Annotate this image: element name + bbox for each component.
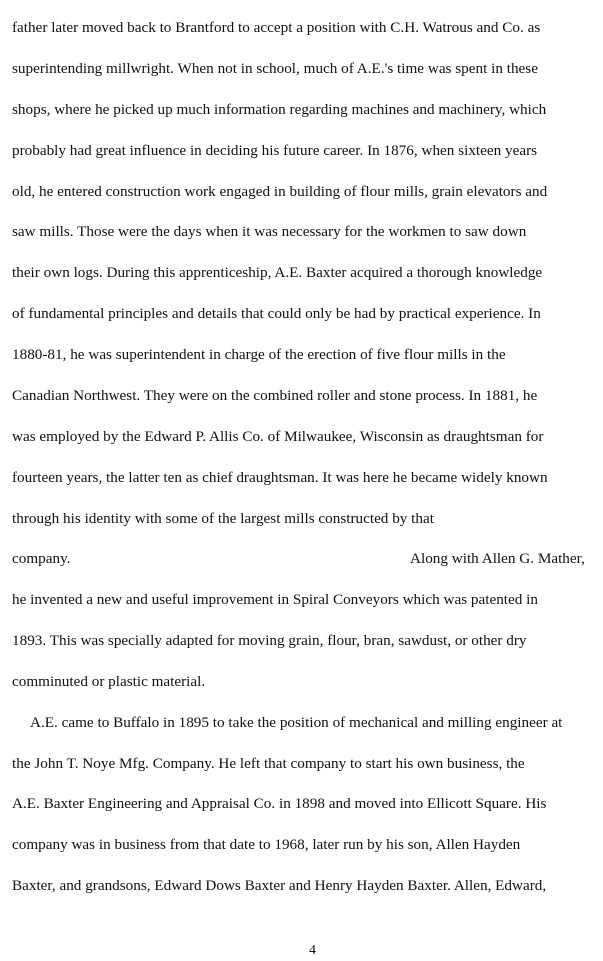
text-line-16: 1893. This was specially adapted for moving grain, flour, bran, sawdust, or other dry bbox=[12, 632, 527, 649]
text-line-9: 1880-81, he was superintendent in charge of the erection of five flour mills in the bbox=[12, 346, 506, 363]
text-line-7: their own logs. During this apprenticeship, A.E. Baxter acquired a thorough knowledge bbox=[12, 264, 543, 281]
page-number: 4 bbox=[309, 943, 316, 958]
text-line-6: saw mills. Those were the days when it was necessary for the workmen to saw down bbox=[12, 223, 527, 240]
text-line-22: Baxter, and grandsons, Edward Dows Baxter and Henry Hayden Baxter. Allen, Edward, bbox=[12, 877, 547, 894]
text-line-14: company. bbox=[12, 550, 71, 567]
text-line-2: superintending millwright. When not in school, much of A.E.'s time was spent in these bbox=[12, 60, 538, 77]
text-line-1: father later moved back to Brantford to accept a position with C.H. Watrous and Co. as bbox=[12, 19, 541, 36]
text-line-18: A.E. came to Buffalo in 1895 to take the position of mechanical and milling engineer at bbox=[30, 714, 563, 731]
text-line-4: probably had great influence in deciding his future career. In 1876, when sixteen years bbox=[12, 142, 538, 159]
text-line-20: A.E. Baxter Engineering and Appraisal Co. in 1898 and moved into Ellicott Square. His bbox=[12, 795, 547, 812]
text-line-19: the John T. Noye Mfg. Company. He left that company to start his own business, the bbox=[12, 755, 525, 772]
text-line-15: he invented a new and useful improvement in Spiral Conveyors which was patented in bbox=[12, 591, 538, 608]
text-line-11: was employed by the Edward P. Allis Co. of Milwaukee, Wisconsin as draughtsman for bbox=[12, 428, 544, 445]
text-line-10: Canadian Northwest. They were on the combined roller and stone process. In 1881, he bbox=[12, 387, 538, 404]
text-line-8: of fundamental principles and details that could only be had by practical experience. In bbox=[12, 305, 541, 322]
text-line-17: comminuted or plastic material. bbox=[12, 673, 206, 690]
text-line-13: through his identity with some of the largest mills constructed by that bbox=[12, 510, 434, 527]
text-line-5: old, he entered construction work engaged in building of flour mills, grain elevators and bbox=[12, 183, 548, 200]
text-line-3: shops, where he picked up much information regarding machines and machinery, which bbox=[12, 101, 547, 118]
text-line-12: fourteen years, the latter ten as chief draughtsman. It was here he became widely known bbox=[12, 469, 548, 486]
text-line-14-right: Along with Allen G. Mather, bbox=[410, 550, 585, 567]
text-line-21: company was in business from that date to 1968, later run by his son, Allen Hayden bbox=[12, 836, 521, 853]
